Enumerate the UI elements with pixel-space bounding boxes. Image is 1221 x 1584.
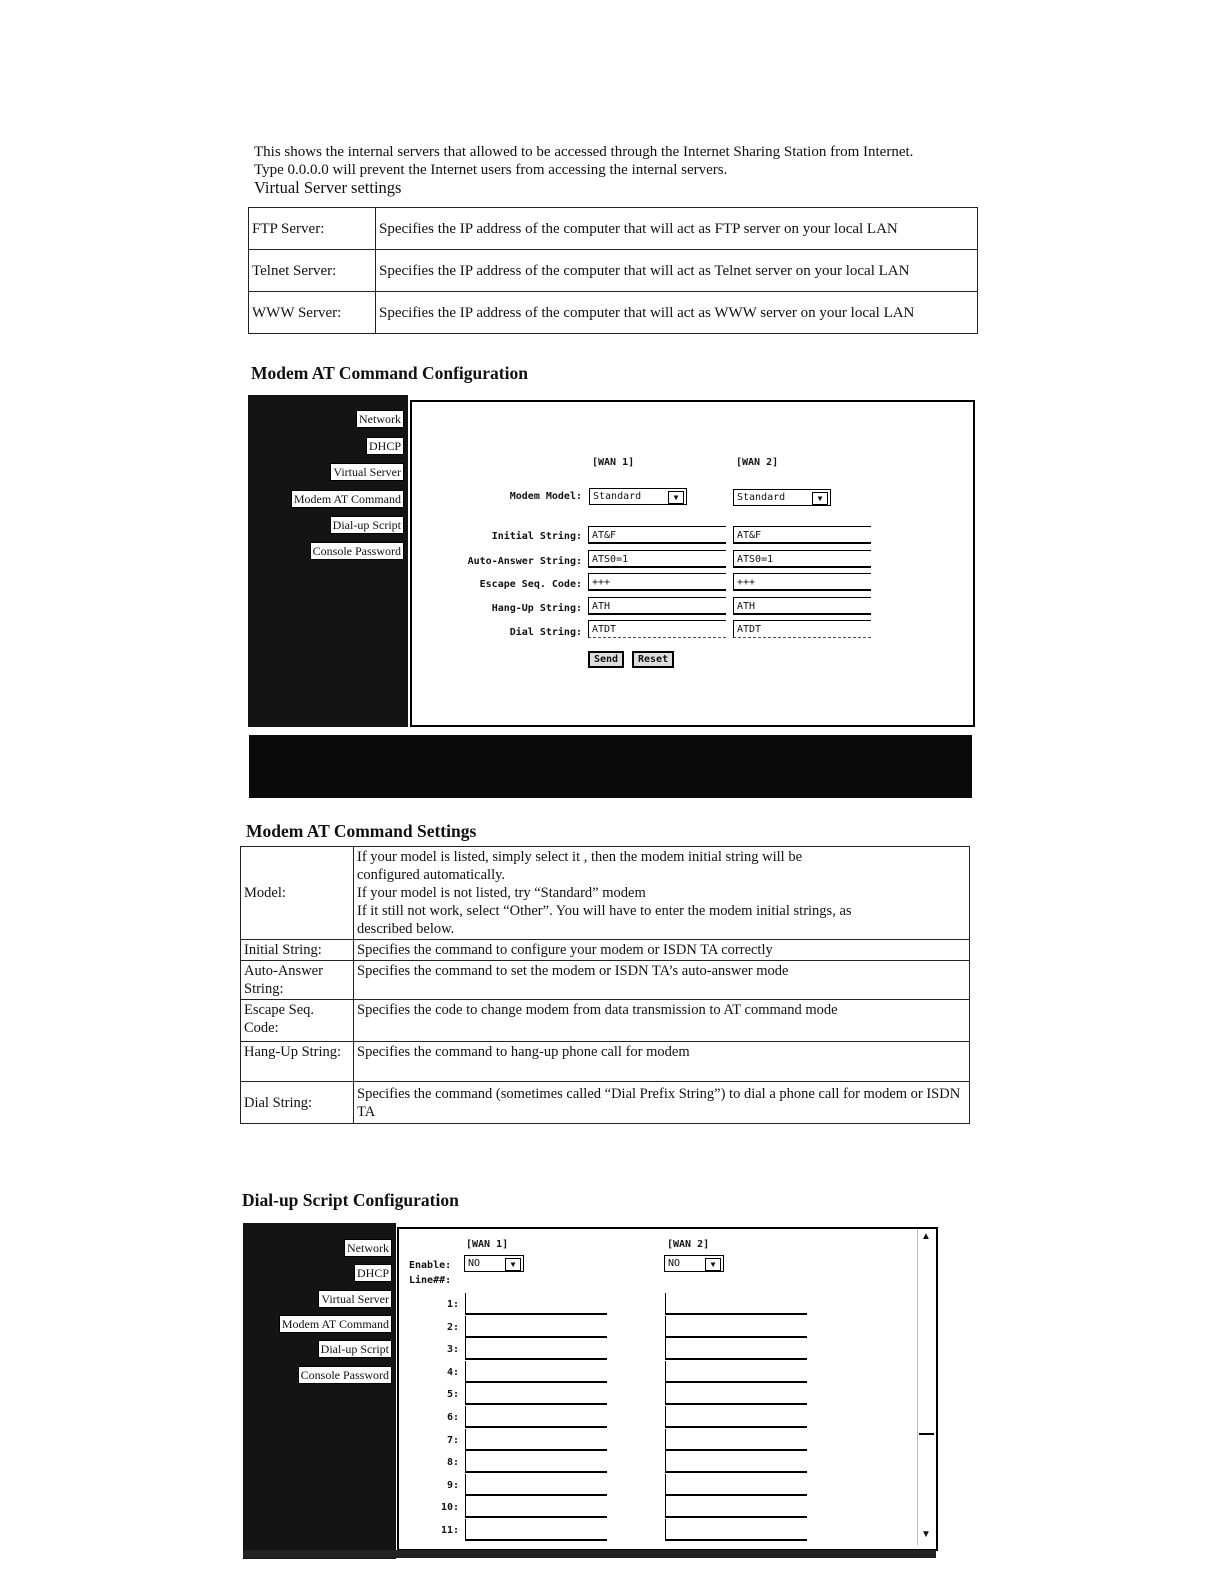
chevron-down-icon: ▼ [505,1258,521,1271]
wan2-header: [WAN 2] [667,1239,710,1250]
row-desc: Specifies the IP address of the computer that will act as WWW server on your local LAN [376,292,978,334]
script-line-label: 3: [446,1344,459,1356]
intro-text [254,143,1054,197]
row-desc [354,847,970,940]
modem-settings-heading: Modem AT Command Settings [246,821,477,841]
row-name: FTP Server: [249,208,376,250]
script-line-wan1-input[interactable] [465,1429,607,1451]
script-line-label: 9: [446,1479,459,1491]
sidebar-item-dial-up-script[interactable]: Dial-up Script [330,516,404,534]
intro-line-2: Type 0.0.0.0 will prevent the Internet users from accessing the internal servers. [254,162,728,178]
sidebar-item-dial-up-script[interactable]: Dial-up Script [318,1340,392,1358]
selected-value: NO [668,1258,681,1269]
escape-seq-label: Escape Seq. Code: [479,579,582,590]
script-line-wan1-input[interactable] [465,1316,607,1338]
modem-model-wan1-select[interactable] [589,488,687,505]
script-line-label: 4: [446,1366,459,1378]
config-form [410,400,975,727]
escape-seq-wan1-input[interactable]: +++ [588,573,726,591]
dialup-heading: Dial-up Script Configuration [242,1190,459,1210]
script-line-wan1-input[interactable] [465,1361,607,1383]
table-row [241,940,970,961]
row-desc: Specifies the command to hang-up phone call for modem [354,1042,970,1082]
wan1-header: [WAN 1] [592,457,635,468]
model-line: described below. [357,921,455,937]
sidebar [243,1223,396,1559]
wan1-header: [WAN 1] [466,1239,509,1250]
table-row [249,208,978,250]
sidebar [248,395,408,727]
selected-value: NO [468,1258,481,1269]
hang-up-wan1-input[interactable]: ATH [588,597,726,615]
script-line-wan2-input[interactable] [665,1429,807,1451]
script-form [397,1227,938,1551]
table-row [241,1000,970,1042]
dial-string-label: Dial String: [509,627,582,638]
virtual-server-table [248,207,978,334]
script-line-wan2-input[interactable] [665,1474,807,1496]
auto-answer-wan1-input[interactable]: ATS0=1 [588,550,726,568]
chevron-down-icon: ▼ [705,1258,721,1271]
script-line-label: 7: [446,1434,459,1446]
script-line-wan2-input[interactable] [665,1451,807,1473]
sidebar-item-virtual-server[interactable]: Virtual Server [318,1290,392,1308]
sidebar-item-modem-at-command[interactable]: Modem AT Command [291,490,404,508]
footer-bar [243,1550,936,1558]
chevron-down-icon: ▼ [668,491,684,504]
row-desc: Specifies the command (sometimes called “Dial Prefix String”) to dial a phone call for modem or ISDN TA [354,1082,970,1124]
script-line-wan1-input[interactable] [465,1383,607,1405]
script-line-wan1-input[interactable] [465,1519,607,1541]
modem-model-wan2-select[interactable] [733,489,831,506]
model-line: If it still not work, select “Other”. You will have to enter the modem initial strings, as [357,903,852,919]
scrollbar[interactable] [917,1229,936,1545]
initial-string-label: Initial String: [491,531,582,542]
model-line: configured automatically. [357,867,506,883]
script-line-wan1-input[interactable] [465,1293,607,1315]
script-line-wan2-input[interactable] [665,1496,807,1518]
selected-value: Standard [737,492,786,503]
row-name: Auto-Answer String: [241,961,354,1000]
chevron-down-icon: ▼ [812,492,828,505]
table-row [241,847,970,940]
sidebar-item-network[interactable]: Network [356,410,404,428]
sidebar-item-virtual-server[interactable]: Virtual Server [330,463,404,481]
script-line-wan1-input[interactable] [465,1451,607,1473]
row-desc: Specifies the command to set the modem or ISDN TA’s auto-answer mode [354,961,970,1000]
sidebar-item-modem-at-command[interactable]: Modem AT Command [279,1315,392,1333]
auto-answer-label: Auto-Answer String: [467,556,582,567]
row-name: Dial String: [241,1082,354,1124]
script-line-label: 2: [446,1321,459,1333]
wan2-header: [WAN 2] [736,457,779,468]
enable-wan2-select[interactable] [664,1255,724,1272]
initial-string-wan2-input[interactable]: AT&F [733,526,871,544]
script-line-wan2-input[interactable] [665,1293,807,1315]
dial-string-wan1-input[interactable]: ATDT [588,620,726,638]
table-row [249,292,978,334]
table-row [241,961,970,1000]
hang-up-label: Hang-Up String: [491,603,582,614]
enable-wan1-select[interactable] [464,1255,524,1272]
scroll-down-icon[interactable]: ▼ [921,1529,931,1540]
dialup-screenshot [243,1223,938,1559]
scroll-up-icon[interactable]: ▲ [921,1231,931,1242]
table-row [241,1042,970,1082]
row-desc: Specifies the IP address of the computer that will act as Telnet server on your local LAN [376,250,978,292]
script-line-label: 11: [440,1525,459,1536]
script-line-label: 6: [446,1412,459,1423]
modem-config-heading: Modem AT Command Configuration [251,363,528,383]
script-line-wan1-input[interactable] [465,1474,607,1496]
script-line-label: 5: [446,1389,459,1401]
row-name: Model: [241,847,354,940]
scroll-thumb[interactable] [919,1249,934,1435]
selected-value: Standard [593,491,642,502]
script-line-wan2-input[interactable] [665,1316,807,1338]
modem-model-label: Modem Model: [509,491,582,502]
sidebar-item-console-password[interactable]: Console Password [298,1366,392,1384]
virtual-server-caption: Virtual Server settings [254,178,402,197]
table-row [249,250,978,292]
row-desc: Specifies the code to change modem from data transmission to AT command mode [354,1000,970,1042]
row-desc: Specifies the IP address of the computer that will act as FTP server on your local LAN [376,208,978,250]
enable-label: Enable: [409,1260,452,1271]
line-label: Line##: [409,1275,452,1286]
dial-string-wan2-input[interactable]: ATDT [733,620,871,638]
row-name: Hang-Up String: [241,1042,354,1082]
sidebar-item-console-password[interactable]: Console Password [310,542,404,560]
sidebar-item-dhcp[interactable]: DHCP [366,437,404,455]
script-line-wan1-input[interactable] [465,1496,607,1518]
row-name: Escape Seq. Code: [241,1000,354,1042]
reset-button[interactable]: Reset [632,651,674,668]
script-line-wan2-input[interactable] [665,1361,807,1383]
script-line-wan1-input[interactable] [465,1406,607,1428]
table-row [241,1082,970,1124]
script-line-wan2-input[interactable] [665,1338,807,1360]
escape-seq-wan2-input[interactable]: +++ [733,573,871,591]
script-line-wan2-input[interactable] [665,1519,807,1541]
footer-bar [249,735,972,798]
model-line: If your model is not listed, try “Standard” modem [357,885,646,901]
script-line-label: 8: [446,1457,459,1469]
modem-settings-table [240,846,970,1124]
row-name: Initial String: [241,940,354,961]
script-line-wan1-input[interactable] [465,1338,607,1360]
script-line-label: 10: [440,1502,459,1514]
send-button[interactable]: Send [588,651,624,668]
sidebar-item-network[interactable]: Network [344,1239,392,1257]
script-line-label: 1: [446,1299,459,1310]
sidebar-item-dhcp[interactable]: DHCP [354,1264,392,1282]
intro-line-1: This shows the internal servers that allowed to be accessed through the Internet Sharing Station from Internet. [254,144,914,160]
script-line-wan2-input[interactable] [665,1383,807,1405]
hang-up-wan2-input[interactable]: ATH [733,597,871,615]
row-name: Telnet Server: [249,250,376,292]
modem-config-screenshot [248,395,975,800]
row-desc: Specifies the command to configure your modem or ISDN TA correctly [354,940,970,961]
script-line-wan2-input[interactable] [665,1406,807,1428]
auto-answer-wan2-input[interactable]: ATS0=1 [733,550,871,568]
model-line: If your model is listed, simply select it , then the modem initial string will be [357,849,803,865]
initial-string-wan1-input[interactable]: AT&F [588,526,726,544]
row-name: WWW Server: [249,292,376,334]
